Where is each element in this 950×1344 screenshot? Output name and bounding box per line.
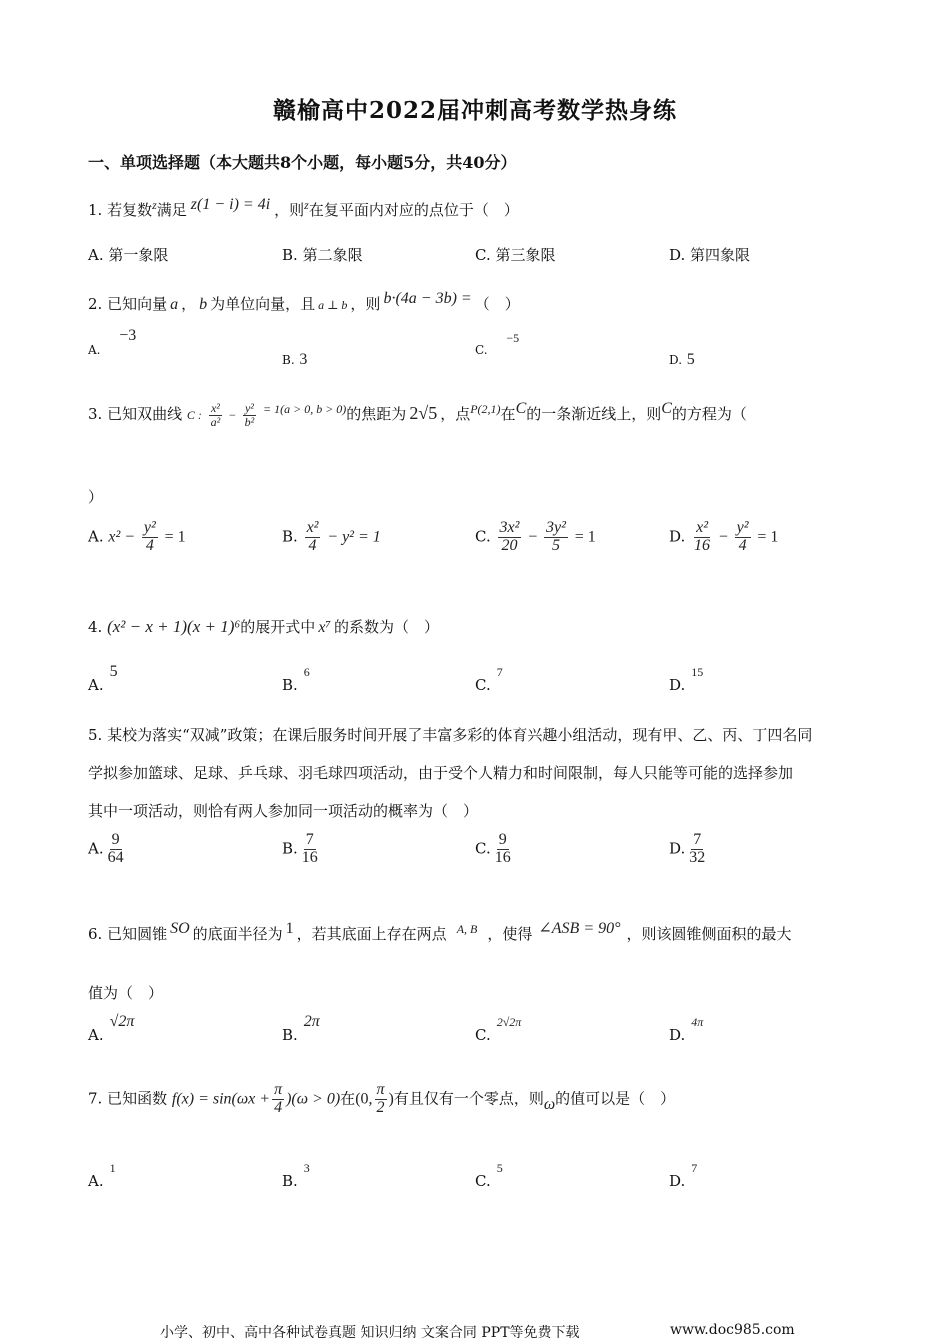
option-b: B.2π — [282, 1013, 320, 1044]
option-a: A. −3 — [88, 327, 137, 357]
question-5-line-3: 其中一项活动，则恰有两人参加同一项活动的概率为（ ） — [88, 802, 479, 820]
option-c: C. $^{-5}$ — [475, 331, 520, 357]
option-b: B. 第二象限 — [282, 246, 363, 264]
question-4-stem: 4. (x² − x + 1)(x + 1)⁶的展开式中 x⁷ 的系数为（ ） — [88, 617, 439, 636]
option-c: C.5 — [475, 1161, 503, 1190]
option-c: C.7 — [475, 665, 503, 694]
question-1-stem: 1. 若复数$^z$满足 z(1 − i) = 4i ，则$^z$在复平面内对应的点位于（ ） — [88, 196, 519, 219]
option-c: C. $\frac{9}{16}$ — [475, 831, 511, 866]
question-2-stem: 2. 已知向量 a ， b 为单位向量，且 a ⊥ b ，则 b·(4a − 3b) = （ ） — [88, 290, 520, 313]
page-title: 赣榆高中2022届冲刺高考数学热身练 — [272, 97, 677, 124]
option-c: C. $\frac{\text{3x²}}{20}$ − $\frac{\text{3y²}}{5}$ = 1 — [475, 519, 596, 554]
question-3-stem: 3. 已知双曲线 C : $\frac{\text{x²}}{\text{a²}}$ − $\frac{\text{y²}}{\text{b²}}$ $^{= 1(a > 0, b > 0)}$的焦距为 2√5 ，点$^{P(2,1)}$在C的一条渐近线上，则C的方程为（ — [88, 400, 747, 429]
option-c: C.2√2π — [475, 1015, 522, 1044]
footer-url[interactable]: www.doc985.com — [670, 1322, 795, 1338]
option-b: B. $\frac{7}{16}$ — [282, 831, 318, 866]
option-d: D.7 — [669, 1161, 698, 1190]
option-d: D.15 — [669, 665, 704, 694]
option-a: A. $\frac{9}{64}$ — [88, 831, 124, 866]
option-d: D. $\frac{7}{32}$ — [669, 831, 706, 866]
footer-text: 小学、初中、高中各种试卷真题 知识归纳 文案合同 PPT等免费下载 — [160, 1325, 580, 1341]
option-d: D. 5 — [669, 351, 695, 368]
option-b: B.3 — [282, 1161, 310, 1190]
question-6-stem-end: 值为（ ） — [88, 984, 164, 1002]
question-6-stem: 6. 已知圆锥 SO 的底面半径为 1 ，若其底面上存在两点 $^{A, B}$ ，使得 ∠ASB = 90° ，则该圆锥侧面积的最大 — [88, 920, 792, 943]
section-heading: 一、单项选择题（本大题共8个小题，每小题5分，共40分） — [88, 153, 517, 172]
option-d: D. $\frac{\text{x²}}{16}$ − $\frac{\text{y²}}{4}$ = 1 — [669, 519, 779, 554]
option-a: A.1 — [88, 1161, 116, 1190]
option-a: A.√2π — [88, 1013, 135, 1044]
option-b: B.6 — [282, 665, 310, 694]
option-d: D. 第四象限 — [669, 246, 751, 264]
option-b: B. 3 — [282, 351, 308, 368]
question-3-stem-end: ） — [88, 488, 104, 506]
question-5-line-1: 5. 某校为落实“双减”政策；在课后服务时间开展了丰富多彩的体育兴趣小组活动，现有甲、乙、丙、丁四名同 — [88, 726, 813, 744]
option-a: A. x² − $\frac{\text{y²}}{4}$ = 1 — [88, 519, 186, 554]
question-5-line-2: 学拟参加篮球、足球、乒乓球、羽毛球四项活动，由于受个人精力和时间限制，每人只能等可能的选择参加 — [88, 764, 794, 782]
option-c: C. 第三象限 — [475, 246, 556, 264]
question-7-stem: 7. 已知函数 f(x) = sin(ωx + $\frac{\pi}{4}$ )(ω > 0)在(0, $\frac{\pi}{2}$ )有且仅有一个零点，则ω的值可以是（ ） — [88, 1081, 676, 1116]
option-d: D.4π — [669, 1015, 704, 1044]
option-a: A. 第一象限 — [88, 246, 169, 264]
option-a: A.5 — [88, 663, 118, 694]
option-b: B. $\frac{\text{x²}}{4}$ − y² = 1 — [282, 519, 381, 554]
